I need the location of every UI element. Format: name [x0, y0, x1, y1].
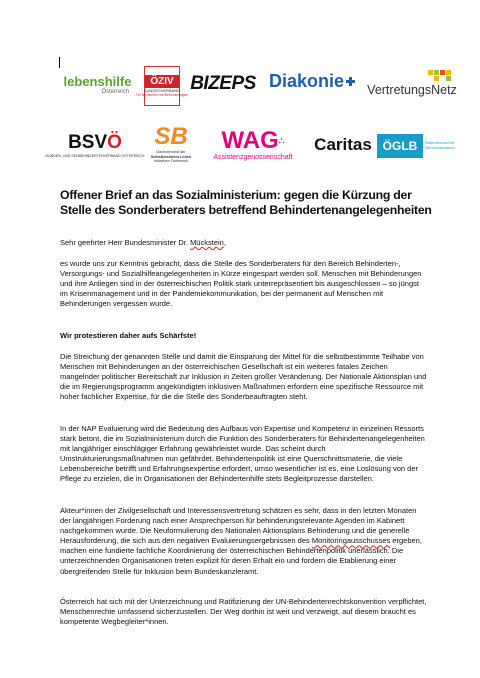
oeglb-logo-text: ÖGLB: [382, 139, 418, 153]
wag-logo-sub: Assistenzgenossenschaft: [213, 154, 293, 161]
vertretungsnetz-logo-text: VertretungsNetz: [367, 83, 457, 97]
wag-logo-text: WAG: [221, 127, 279, 154]
oeglb-logo-sub2: Gehörlosenbund: [425, 145, 455, 150]
wag-logo: [207, 122, 299, 168]
lebenshilfe-logo-text: lebenshilfe: [63, 73, 132, 89]
bsvoe-logo: [45, 125, 145, 165]
paragraph-4: [60, 506, 428, 577]
paragraph-1: es wurde uns zur Kenntnis gebracht, dass die Stelle des Sonderberaters für den Bereich Behinderten-, Versorgungs- und Sozialhilfeangelegenheiten in Kürze eingespart werden soll. Menschen mit Behinderungen und ihre Anliegen sind in der österreichischen Politik stark unterrepräsentiert bis ausgeschlossen – so jüngst im Krisenmanagement und in der Pandemiekommunikation, bei der permanent auf Menschen mit Behinderungen vergessen wurde.: [60, 259, 422, 309]
wag-dots-icon: ∴: [278, 136, 285, 146]
oeglb-logo-sub: [425, 135, 461, 155]
diakonie-logo: [266, 70, 358, 92]
sb-logo-mark: SB: [154, 123, 188, 151]
paragraph-4-part-a: Akteur*innen der Zivilgesellschaft und Interessensvertretung schätzen es sehr, dass in den letzten Monaten der langjährigen Forderung nach einer Ansprechperson für behinderungsrelevante Agenden im Kabinett nachgekommen wurde. Die Neuformulierung des Nationalen Aktionsplans Behinderung und die generelle Herausforderung, die sich aus den negativen Evaluierungsergebnissen des: [60, 506, 417, 546]
oeziv-logo-text: ÖZIV: [145, 75, 179, 88]
caritas-logo-text: Caritas: [314, 135, 372, 154]
salutation-name: Mückstein: [190, 238, 224, 247]
salutation: [60, 238, 428, 248]
diakonie-logo-text: Diakonie: [268, 70, 345, 91]
text-cursor: [59, 57, 60, 68]
vertretungsnetz-logo: [362, 70, 462, 100]
caritas-logo: [312, 133, 374, 157]
bsvoe-logo-text: BSV: [68, 132, 108, 153]
bizeps-logo: [188, 73, 258, 95]
bsvoe-logo-sub: BLINDEN- UND SEHBEHINDERTENVERBAND ÖSTERREICH: [45, 154, 145, 158]
oeziv-logo: [135, 66, 189, 106]
paragraph-3: In der NAP Evaluierung wird die Bedeutung des Aufbaus von Expertise und Kompetenz in einzelnen Ressorts stark betont, die im Sozialministerium durch die Funktion des Sonderberaters für Behindertenangelegenheiten mit langjähriger einschlägiger Erfahrung gewährleistet wurde. Das scheint durch Umstrukturierungsmaßnahmen nun gefährdet. Behindertenpolitik ist eine Querschnittsmaterie, die viele Lebensbereiche betrifft und Erfahrungsexpertise erfordert, umso wesentlicher ist es, eine Loslösung von der Pflege zu erzielen, die in Organisationen der Behindertenhilfe stets Begleitprozesse darstellen.: [60, 424, 425, 484]
sb-logo-sub3: Initiativen Österreich: [153, 159, 189, 164]
salutation-suffix: ,: [223, 238, 226, 247]
oeglb-logo-sub1: Österreichischer: [425, 140, 455, 145]
oeglb-logo: [377, 134, 423, 158]
paragraph-2: Die Streichung der genannten Stelle und damit die Einsparung der Mittel für die selbstbestimmte Teilhabe von Menschen mit Behinderungen an der österreichischen Gesellschaft ist ein weiteres fatales Zeichen mangelnder politischer Bereitschaft zur Inklusion in Zeiten großer Veränderung. Der Nationale Aktionsplan und die im Regierungsprogramm angekündigten inklusiven Maßnahmen erfordern eine spezifische Ressource mit hoher fachlicher Expertise, für die die Stelle des Sonderbeauftragten steht.: [60, 352, 427, 402]
lebenshilfe-logo-sub: Österreich: [101, 88, 129, 95]
bsvoe-logo-text-red: Ö: [107, 132, 122, 153]
letter-title: Offener Brief an das Sozialministerium: gegen die Kürzung der Stelle des Sonderberaters betreffend Behindertenangelegenheiten: [60, 188, 432, 217]
protest-line: Wir protestieren daher aufs Schärfste!: [60, 331, 197, 340]
oeziv-logo-sub: BUNDESVERBAND: [144, 88, 181, 93]
diakonie-cross-icon: [346, 77, 355, 86]
oeziv-logo-tag: Für Menschen mit Behinderungen: [135, 93, 189, 97]
paragraph-5: Österreich hat sich mit der Unterzeichnung und Ratifizierung der UN-Behindertenrechtskonvention verpflichtet, Menschenrechte umfassend sicherzustellen. Der Weg dorthin ist weit und verzweigt, auf diesem braucht es kompetente Wegbegleiter*innen.: [60, 597, 427, 627]
lebenshilfe-logo: [60, 72, 135, 98]
sb-logo-sub1: Dachverband der: [156, 150, 186, 155]
sb-logo-sub2: Selbstbestimmt Leben: [150, 154, 192, 159]
paragraph-4-part-b: ergeben, machen eine fundierte fachliche Koordinierung der österreichischen Behindertenpolitik unerlässlich. Die unterzeichnenden Organisationen treten explizit für deren Erhalt ein und fordern die Etablierung einer übergreifenden Stelle für Inklusion beim Bundeskanzleramt.: [60, 536, 422, 576]
bizeps-logo-text: BIZEPS: [190, 73, 256, 94]
selbstbestimmt-leben-logo: [140, 118, 202, 170]
paragraph-4-flagged-word: Monitoringausschusses: [311, 536, 391, 546]
salutation-prefix: Sehr geehrter Herr Bundesminister Dr.: [60, 238, 191, 247]
